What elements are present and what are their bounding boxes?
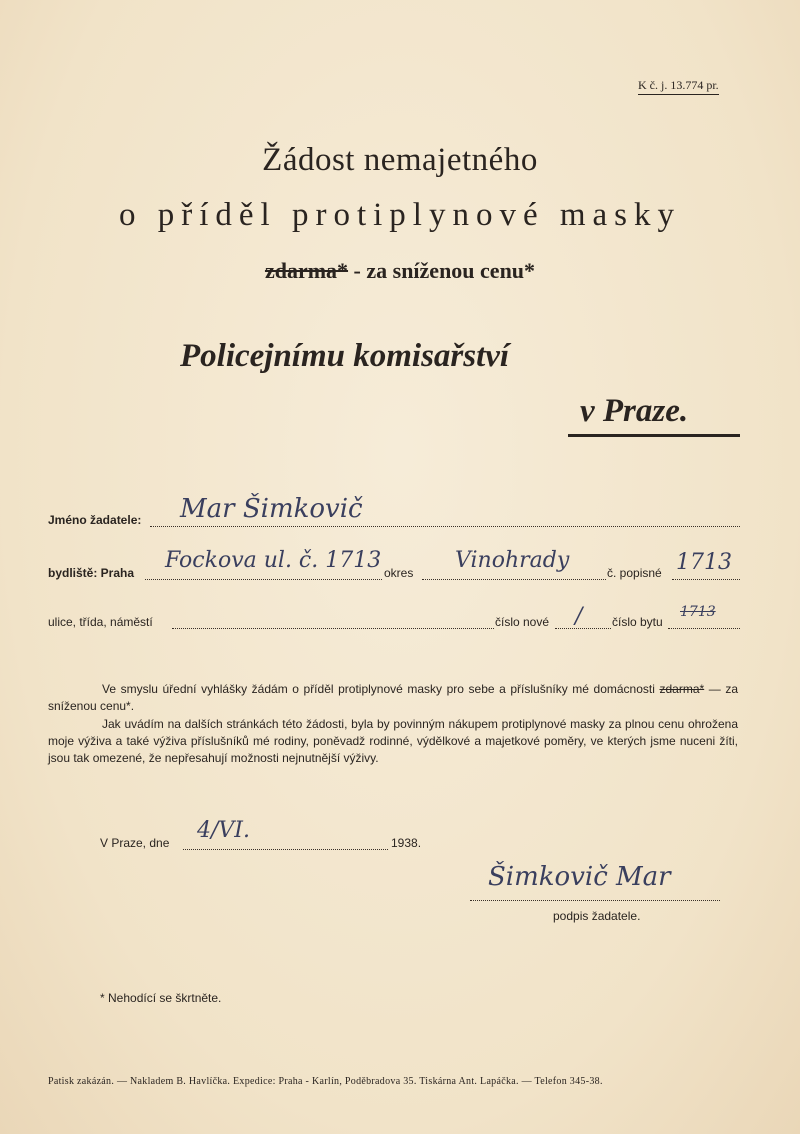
residence-field-line — [145, 579, 382, 580]
date-label: V Praze, dne — [100, 836, 170, 850]
request-text-end: — za sníženou cenu*. — [48, 682, 739, 713]
addressee-underline — [568, 434, 740, 437]
district-field-line — [422, 579, 606, 580]
cislo-bytu-field-line — [668, 628, 740, 629]
subtitle-struck: zdarma* — [264, 258, 349, 283]
justification-paragraph: Jak uvádím na dalších stránkách této žádosti, byla by povinným nákupem protiplynové masky za plnou cenu ohrožena moje výživa a také výživa příslušníků mé rodiny, poněvadž rodinné, výdělkové a majetkové poměry, ve kterých jsme nuceni žíti, jsou tak omezené, že nepřesahují možnosti nejnutnější výživy. — [48, 717, 738, 765]
request-paragraph — [48, 681, 738, 715]
subtitle-rest: - za sníženou cenu* — [348, 258, 536, 283]
residence-label: bydliště: Praha — [48, 566, 135, 580]
name-label: Jméno žadatele: — [48, 513, 142, 527]
request-struck: zdarma* — [659, 682, 705, 696]
signature-line — [470, 900, 720, 901]
title-line-1: Žádost nemajetného — [262, 142, 538, 178]
district-label: okres — [384, 566, 414, 580]
addressee-line-2: v Praze. — [580, 393, 689, 429]
cislo-bytu-value: 1713 — [680, 604, 716, 620]
popisne-label: č. popisné — [607, 566, 662, 580]
signature-label: podpis žadatele. — [553, 909, 641, 923]
cislo-nove-label: číslo nové — [495, 615, 550, 629]
date-field-line — [183, 849, 388, 850]
popisne-value: 1713 — [676, 550, 732, 575]
residence-value: Fockova ul. č. 1713 — [165, 548, 382, 573]
street-label: ulice, třída, náměstí — [48, 615, 153, 629]
cislo-nove-value: / — [575, 604, 583, 629]
name-value: Mar Šimkovič — [180, 494, 363, 524]
district-value: Vinohrady — [455, 548, 570, 573]
request-text: Ve smyslu úřední vyhlášky žádám o příděl protiplynové masky pro sebe a příslušníky mé domácnosti — [102, 682, 655, 696]
date-value: 4/VI. — [197, 818, 250, 843]
cislo-bytu-label: číslo bytu — [612, 615, 663, 629]
subtitle — [0, 258, 800, 284]
cislo-nove-field-line — [555, 628, 611, 629]
imprint-footer: Patisk zakázán. — Nakladem B. Havlíčka. Expedice: Praha - Karlín, Poděbradova 35. Tiskárna Ant. Lapáčka. — Telefon 345-38. — [48, 1076, 603, 1087]
popisne-field-line — [672, 579, 740, 580]
date-year: 1938. — [391, 836, 422, 850]
reference-number: K č. j. 13.774 pr. — [638, 78, 719, 95]
title-line-2: o příděl protiplynové masky — [118, 197, 682, 233]
addressee-line-1: Policejnímu komisařství — [180, 338, 510, 374]
name-field-line — [150, 526, 740, 527]
strike-note: * Nehodící se škrtněte. — [100, 991, 222, 1005]
signature-value: Šimkovič Mar — [488, 862, 671, 892]
street-field-line — [172, 628, 494, 629]
